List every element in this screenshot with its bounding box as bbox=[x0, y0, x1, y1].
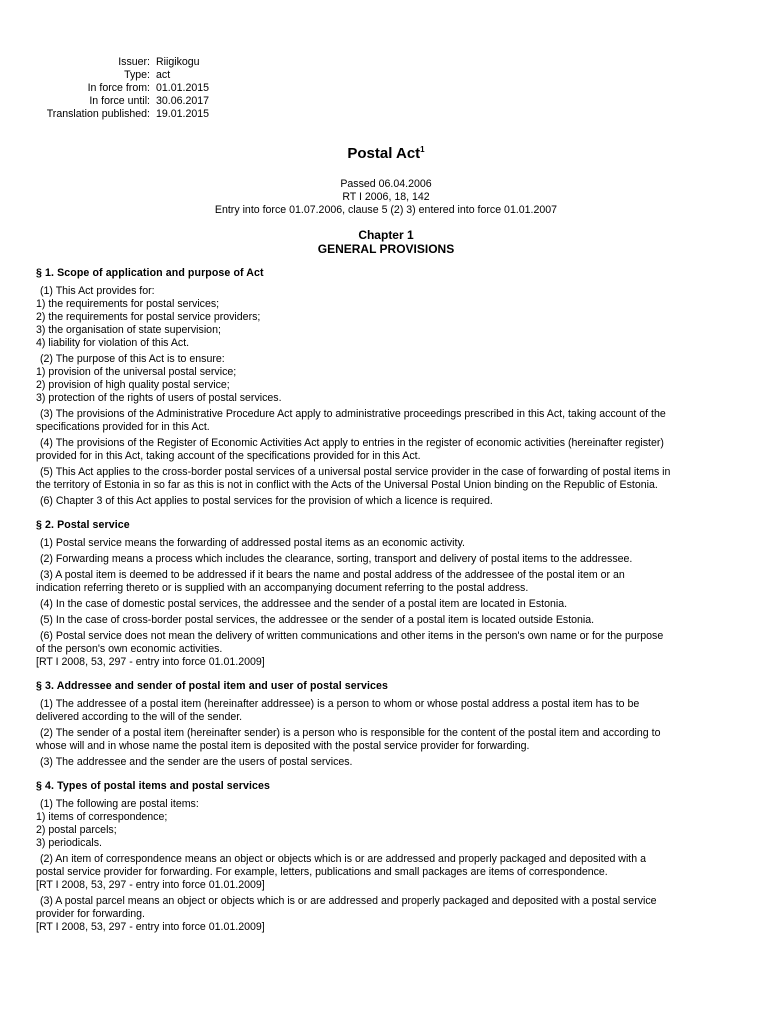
paragraph-line: of the person's own economic activities. bbox=[36, 643, 223, 655]
paragraph-line: (4) In the case of domestic postal services, the addressee and the sender of a postal item are located in Estonia. bbox=[40, 598, 568, 610]
paragraph-line: (1) The addressee of a postal item (hereinafter addressee) is a person to whom or whose postal address a postal item has to be bbox=[40, 698, 640, 710]
meta-value-translation-published: 19.01.2015 bbox=[156, 108, 210, 120]
section-heading: § 1. Scope of application and purpose of Act bbox=[36, 267, 264, 279]
paragraph-line: 3) periodicals. bbox=[36, 837, 102, 849]
meta-key-translation-published: Translation published: bbox=[46, 108, 150, 120]
meta-value-in-force-until: 30.06.2017 bbox=[156, 95, 210, 107]
paragraph bbox=[36, 408, 736, 434]
meta-value-in-force-from: 01.01.2015 bbox=[156, 82, 210, 94]
paragraph-line: (1) The following are postal items: bbox=[40, 798, 199, 810]
paragraph-line: (3) A postal parcel means an object or objects which is or are addressed and properly packaged and deposited with a postal service bbox=[40, 895, 657, 907]
paragraph-line: 3) the organisation of state supervision; bbox=[36, 324, 221, 336]
paragraph bbox=[36, 895, 736, 934]
paragraph bbox=[36, 437, 736, 463]
paragraph-line: provided for in this Act, taking account of the specifications provided for in this Act. bbox=[36, 450, 421, 462]
paragraph-line: 1) the requirements for postal services; bbox=[36, 298, 220, 310]
paragraph-line: (3) The provisions of the Administrative Procedure Act apply to administrative proceedings prescribed in this Act, taking account of the bbox=[40, 408, 666, 420]
passed-date: Passed 06.04.2006 bbox=[340, 178, 432, 190]
meta-key-in-force-from: In force from: bbox=[87, 82, 150, 94]
document-title bbox=[36, 145, 736, 163]
paragraph-line: (2) Forwarding means a process which includes the clearance, sorting, transport and delivery of postal items to the addressee. bbox=[40, 553, 633, 565]
paragraph bbox=[36, 569, 736, 595]
paragraph bbox=[36, 698, 736, 724]
title-text: Postal Act bbox=[347, 145, 421, 162]
paragraph-line: (2) The sender of a postal item (hereinafter sender) is a person who is responsible for the content of the postal item and according to bbox=[40, 727, 661, 739]
paragraph-line: postal service provider for forwarding. For example, letters, publications and small packages are items of correspondence. bbox=[36, 866, 608, 878]
section-heading: § 2. Postal service bbox=[36, 519, 130, 531]
paragraph-line: [RT I 2008, 53, 297 - entry into force 01.01.2009] bbox=[36, 656, 265, 668]
paragraph-line: (1) This Act provides for: bbox=[40, 285, 155, 297]
paragraph bbox=[36, 553, 736, 566]
document-page bbox=[36, 56, 736, 937]
paragraph-line: [RT I 2008, 53, 297 - entry into force 01.01.2009] bbox=[36, 921, 265, 933]
paragraph bbox=[36, 598, 736, 611]
paragraph-line: indication referring thereto or is supplied with an accompanying document referring to the postal address. bbox=[36, 582, 529, 594]
paragraph bbox=[36, 853, 736, 892]
paragraph-line: 2) the requirements for postal service providers; bbox=[36, 311, 261, 323]
paragraph-line: (1) Postal service means the forwarding of addressed postal items as an economic activity. bbox=[40, 537, 465, 549]
paragraph bbox=[36, 798, 736, 850]
document-metadata bbox=[36, 56, 736, 121]
paragraph bbox=[36, 353, 736, 405]
paragraph bbox=[36, 466, 736, 492]
meta-key-issuer: Issuer: bbox=[118, 56, 150, 68]
paragraph-line: specifications provided for in this Act. bbox=[36, 421, 210, 433]
paragraph-line: 1) items of correspondence; bbox=[36, 811, 168, 823]
chapter-heading bbox=[36, 228, 736, 256]
chapter-name: GENERAL PROVISIONS bbox=[317, 242, 455, 256]
paragraph-line: (6) Chapter 3 of this Act applies to postal services for the provision of which a licence is required. bbox=[40, 495, 493, 507]
paragraph-line: 3) protection of the rights of users of postal services. bbox=[36, 392, 282, 404]
paragraph-line: (4) The provisions of the Register of Economic Activities Act apply to entries in the register of economic activities (hereinafter register) bbox=[40, 437, 664, 449]
meta-value-issuer: Riigikogu bbox=[156, 56, 200, 68]
meta-key-in-force-until: In force until: bbox=[89, 95, 150, 107]
paragraph-line: (5) In the case of cross-border postal services, the addressee or the sender of a postal item is located outside Estonia. bbox=[40, 614, 595, 626]
paragraph bbox=[36, 285, 736, 350]
paragraph-line: (3) The addressee and the sender are the users of postal services. bbox=[40, 756, 353, 768]
paragraph bbox=[36, 495, 736, 508]
rt-reference: RT I 2006, 18, 142 bbox=[342, 191, 430, 203]
section-heading: § 3. Addressee and sender of postal item and user of postal services bbox=[36, 680, 389, 692]
paragraph-line: (2) An item of correspondence means an object or objects which is or are addressed and properly packaged and deposited with a bbox=[40, 853, 646, 865]
paragraph-line: (5) This Act applies to the cross-border postal services of a universal postal service provider in the case of forwarding of postal items in bbox=[40, 466, 671, 478]
paragraph-line: the territory of Estonia in so far as this is not in conflict with the Acts of the Universal Postal Union binding on the Republic of Estonia. bbox=[36, 479, 658, 491]
sections-container bbox=[36, 267, 736, 934]
entry-into-force: Entry into force 01.07.2006, clause 5 (2) 3) entered into force 01.01.2007 bbox=[214, 204, 558, 216]
paragraph bbox=[36, 630, 736, 669]
chapter-number: Chapter 1 bbox=[358, 228, 414, 242]
paragraph-line: delivered according to the will of the sender. bbox=[36, 711, 243, 723]
paragraph-line: 2) postal parcels; bbox=[36, 824, 117, 836]
paragraph bbox=[36, 614, 736, 627]
meta-value-type: act bbox=[156, 69, 171, 81]
paragraph-line: 2) provision of high quality postal service; bbox=[36, 379, 230, 391]
paragraph-line: 4) liability for violation of this Act. bbox=[36, 337, 190, 349]
paragraph bbox=[36, 756, 736, 769]
section-heading: § 4. Types of postal items and postal services bbox=[36, 780, 271, 792]
paragraph bbox=[36, 727, 736, 753]
paragraph-line: [RT I 2008, 53, 297 - entry into force 01.01.2009] bbox=[36, 879, 265, 891]
paragraph-line: whose will and in whose name the postal item is deposited with the postal service provider for forwarding. bbox=[36, 740, 530, 752]
paragraph-line: 1) provision of the universal postal service; bbox=[36, 366, 237, 378]
title-footnote-ref[interactable]: 1 bbox=[420, 145, 425, 154]
meta-key-type: Type: bbox=[124, 69, 150, 81]
paragraph bbox=[36, 537, 736, 550]
paragraph-line: (6) Postal service does not mean the delivery of written communications and other items in the person's own name or for the purpose bbox=[40, 630, 664, 642]
paragraph-line: provider for forwarding. bbox=[36, 908, 145, 920]
paragraph-line: (3) A postal item is deemed to be addressed if it bears the name and postal address of the addressee of the postal item or an bbox=[40, 569, 625, 581]
paragraph-line: (2) The purpose of this Act is to ensure: bbox=[40, 353, 225, 365]
passage-info bbox=[36, 178, 736, 217]
